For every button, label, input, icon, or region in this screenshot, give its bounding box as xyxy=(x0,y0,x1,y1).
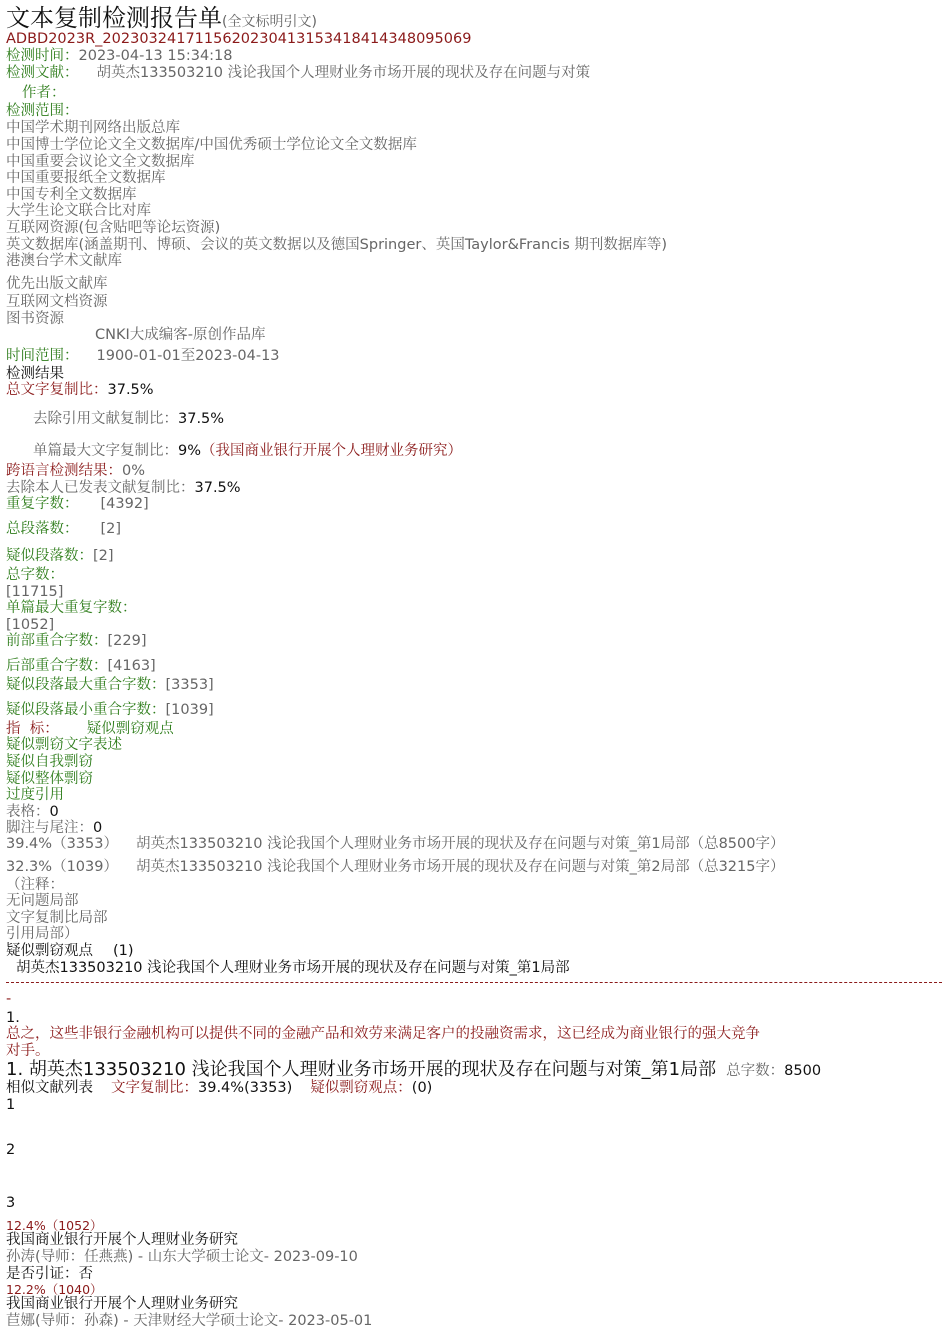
total-ratio-label: 总文字复制比： xyxy=(6,382,108,398)
back-label: 后部重合字数： xyxy=(6,658,108,674)
indicator-item: 疑似剽窃文字表述 xyxy=(6,737,122,753)
scope-item: 英文数据库(涵盖期刊、博硕、会议的英文数据以及德国Springer、英国Taylor&Francis 期刊数据库等) xyxy=(6,237,668,253)
ref-title[interactable]: 我国商业银行开展个人理财业务研究 xyxy=(6,1296,238,1312)
excl-self-row xyxy=(6,480,241,497)
section-row[interactable] xyxy=(6,836,784,853)
repeat-value: [4392] xyxy=(100,496,149,512)
para-value: [2] xyxy=(100,521,122,537)
sus-max-row xyxy=(6,677,214,694)
scope-item: 互联网资源(包含贴吧等论坛资源) xyxy=(6,220,221,236)
scope-item: 港澳台学术文献库 xyxy=(6,253,122,269)
section-name: 胡英杰133503210 浅论我国个人理财业务市场开展的现状及存在问题与对策_第2局部（总3215字） xyxy=(135,859,785,875)
plagiarism-count: (1) xyxy=(113,943,134,959)
ref-pct: 12.2%（1040） xyxy=(6,1282,103,1297)
title-text: 文本复制检测报告单 xyxy=(6,4,222,32)
list-number: 2 xyxy=(6,1142,16,1158)
excl-quote-value: 37.5% xyxy=(178,411,225,427)
repeat-label: 重复字数： xyxy=(6,496,79,512)
indicator-item: 过度引用 xyxy=(6,787,64,803)
divider-tail: - xyxy=(6,991,12,1007)
total-ratio-value: 37.5% xyxy=(107,382,154,398)
indicator-row xyxy=(6,721,174,738)
ref-pct: 12.4%（1052） xyxy=(6,1218,103,1233)
scope-label: 检测范围： xyxy=(6,103,79,119)
plagiarism-text: 总之，这些非银行金融机构可以提供不同的金融产品和效劳来满足客户的投融资需求，这已经成为商业银行的强大竞争 xyxy=(6,1026,760,1042)
detect-doc-row xyxy=(6,65,590,82)
author-label: 作者： xyxy=(22,85,66,101)
report-id: ADBD2023R_2023032417115620230413153418414348095069 xyxy=(6,31,472,47)
title-note: (全文标明引文) xyxy=(222,14,317,30)
part1-title: 1. 胡英杰133503210 浅论我国个人理财业务市场开展的现状及存在问题与对策_第1局部 xyxy=(6,1059,717,1080)
list-number: 3 xyxy=(6,1195,16,1211)
part1-chars-label: 总字数： xyxy=(726,1063,785,1079)
table-label: 表格： xyxy=(6,804,50,820)
sus-para-row xyxy=(6,548,114,565)
plagiarism-row xyxy=(6,943,134,960)
footnote-row xyxy=(6,820,102,837)
note-item: 文字复制比局部 xyxy=(6,910,108,926)
scope-item: 中国学术期刊网络出版总库 xyxy=(6,120,180,136)
repeat-row xyxy=(6,496,149,513)
footnote-value: 0 xyxy=(93,820,103,836)
ratio-label: 文字复制比： xyxy=(111,1080,198,1096)
plagiarism-text: 对手。 xyxy=(6,1043,50,1059)
total-ratio-row xyxy=(6,382,154,399)
indicator-label: 指 标： xyxy=(6,721,59,737)
chars-label: 总字数： xyxy=(6,567,64,583)
excl-quote-label: 去除引用文献复制比： xyxy=(33,411,178,427)
scope-item: 大学生论文联合比对库 xyxy=(6,203,151,219)
scope-item: 中国重要会议论文全文数据库 xyxy=(6,154,195,170)
ref-meta: 孙涛(导师：任燕燕) - 山东大学硕士论文- 2023-09-10 xyxy=(6,1249,358,1265)
scope-item: 优先出版文献库 xyxy=(6,276,108,292)
sus-min-label: 疑似段落最小重合字数： xyxy=(6,702,166,718)
scope-item: 中国重要报纸全文数据库 xyxy=(6,170,166,186)
max-single-source: （我国商业银行开展个人理财业务研究） xyxy=(201,443,463,459)
notes-label: （注释： xyxy=(6,877,64,893)
detect-time-value: 2023-04-13 15:34:18 xyxy=(78,48,233,64)
plagiarism-label: 疑似剽窃观点 xyxy=(6,943,93,959)
similar-list-label: 相似文献列表 xyxy=(6,1080,93,1096)
footnote-label: 脚注与尾注： xyxy=(6,820,93,836)
cross-lang-value: 0% xyxy=(122,463,146,479)
chars-value: [11715] xyxy=(6,584,64,600)
scope-extra: CNKI大成编客-原创作品库 xyxy=(95,327,266,343)
scope-item: 中国专利全文数据库 xyxy=(6,187,137,203)
sus-min-value: [1039] xyxy=(165,702,214,718)
ref-meta: 苣娜(导师：孙森) - 天津财经大学硕士论文- 2023-05-01 xyxy=(6,1313,373,1329)
sus-label: 疑似剽窃观点： xyxy=(310,1080,412,1096)
indicator-item: 疑似整体剽窃 xyxy=(6,771,93,787)
ref-cite: 是否引证：否 xyxy=(6,1266,93,1282)
scope-item: 互联网文档资源 xyxy=(6,294,108,310)
para-row xyxy=(6,521,121,538)
ratio-value: 39.4%(3353) xyxy=(198,1080,293,1096)
front-value: [229] xyxy=(107,633,147,649)
section-pct: 32.3%（1039） xyxy=(6,859,118,875)
detect-doc-label: 检测文献： xyxy=(6,65,79,81)
back-row xyxy=(6,658,156,675)
detect-time-row xyxy=(6,48,233,65)
table-value: 0 xyxy=(49,804,59,820)
sus-value: (0) xyxy=(411,1080,433,1096)
section-row[interactable] xyxy=(6,859,784,876)
cross-lang-row xyxy=(6,463,145,480)
back-value: [4163] xyxy=(107,658,156,674)
max-single-row xyxy=(33,443,462,460)
note-item: 引用局部） xyxy=(6,926,79,942)
sus-max-value: [3353] xyxy=(165,677,214,693)
ref-title[interactable]: 我国商业银行开展个人理财业务研究 xyxy=(6,1232,238,1248)
note-item: 无问题局部 xyxy=(6,893,79,909)
scope-item: 图书资源 xyxy=(6,311,64,327)
max-single-label: 单篇最大文字复制比： xyxy=(33,443,178,459)
front-row xyxy=(6,633,147,650)
detect-time-label: 检测时间： xyxy=(6,48,79,64)
sus-para-label: 疑似段落数： xyxy=(6,548,93,564)
section-pct: 39.4%（3353） xyxy=(6,836,118,852)
detect-doc-value: 胡英杰133503210 浅论我国个人理财业务市场开展的现状及存在问题与对策 xyxy=(96,65,591,81)
excl-quote-row xyxy=(33,411,224,428)
time-range-label: 时间范围： xyxy=(6,348,79,364)
part1-title-row xyxy=(6,1059,821,1081)
divider xyxy=(6,982,942,983)
sus-max-label: 疑似段落最大重合字数： xyxy=(6,677,166,693)
excl-self-label: 去除本人已发表文献复制比： xyxy=(6,480,195,496)
excl-self-value: 37.5% xyxy=(194,480,241,496)
time-range-row xyxy=(6,348,280,365)
table-row xyxy=(6,804,59,821)
plagiarism-num: 1. xyxy=(6,1010,20,1026)
results-heading: 检测结果 xyxy=(6,366,64,382)
sus-min-row xyxy=(6,702,214,719)
scope-item: 中国博士学位论文全文数据库/中国优秀硕士学位论文全文数据库 xyxy=(6,137,417,153)
max-single-value: 9% xyxy=(178,443,202,459)
indicator-item: 疑似自我剽窃 xyxy=(6,754,93,770)
plagiarism-part[interactable]: 胡英杰133503210 浅论我国个人理财业务市场开展的现状及存在问题与对策_第1局部 xyxy=(16,960,570,976)
part1-meta-row xyxy=(6,1080,432,1097)
time-range-value: 1900-01-01至2023-04-13 xyxy=(96,348,280,364)
sus-para-value: [2] xyxy=(93,548,114,564)
indicator-value: 疑似剽窃观点 xyxy=(86,721,174,737)
part1-chars-value: 8500 xyxy=(784,1063,822,1079)
section-name: 胡英杰133503210 浅论我国个人理财业务市场开展的现状及存在问题与对策_第1局部（总8500字） xyxy=(135,836,785,852)
cross-lang-label: 跨语言检测结果： xyxy=(6,463,122,479)
para-label: 总段落数： xyxy=(6,521,79,537)
list-number: 1 xyxy=(6,1097,16,1113)
max-repeat-value: [1052] xyxy=(6,617,55,633)
max-repeat-label: 单篇最大重复字数： xyxy=(6,600,137,616)
front-label: 前部重合字数： xyxy=(6,633,108,649)
